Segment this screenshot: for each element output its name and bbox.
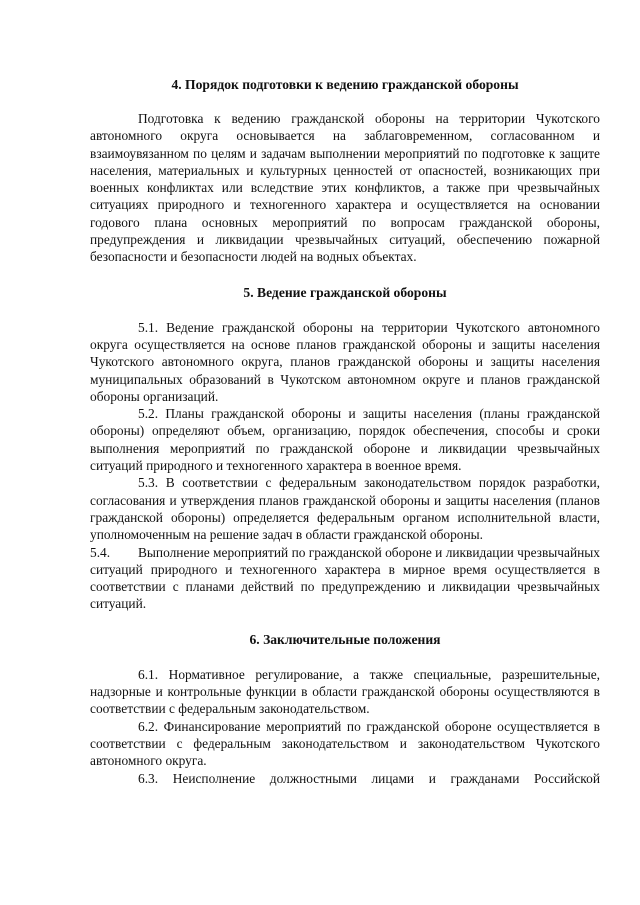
paragraph-5-1: 5.1. Ведение гражданской обороны на территории Чукотского автономного округа осуществляется на основе планов гражданской обороны и защиты населения Чукотского автономного округа, планов гражданской обороны и защиты населения муниципальных образований в Чукотском автономном округе и планов гражданской обороны организаций. (90, 319, 600, 404)
paragraph-5-2: 5.2. Планы гражданской обороны и защиты населения (планы гражданской обороны) определяют объем, организацию, порядок обеспечения, способы и сроки выполнения мероприятий по гражданской обороне и ликвидации чрезвычайных ситуаций природного и техногенного характера в военное время. (90, 406, 600, 474)
paragraph-5-4-number: 5.4. (90, 544, 111, 560)
section-4-heading: 4. Порядок подготовки к ведению гражданской обороны (171, 77, 519, 92)
paragraph-5-4-text: Выполнение мероприятий по гражданской обороне и ликвидации чрезвычайных ситуаций природного и техногенного характера в мирное время осуществляется в соответствии с планами действий по предупреждению и ликвидации чрезвычайных ситуаций. (90, 544, 600, 612)
paragraph-5-3: 5.3. В соответствии с федеральным законодательством порядок разработки, согласования и утверждения планов гражданской обороны и защиты населения (планов гражданской обороны) определяется федеральным органом исполнительной власти, уполномоченным на решение задач в области гражданской обороны. (90, 475, 600, 543)
paragraph-5-4 (90, 544, 600, 613)
paragraph-6-3: 6.3. Неисполнение должностными лицами и гражданами Российской (138, 770, 600, 786)
section-4-paragraph: Подготовка к ведению гражданской обороны на территории Чукотского автономного округа основывается на заблаговременном, согласованном и взаимоувязанном по целям и задачам выполнении мероприятий по подготовке к защите населения, материальных и культурных ценностей от опасностей, возникающих при военных конфликтах или вследствие этих конфликтов, а также при чрезвычайных ситуациях природного и техногенного характера и осуществляется на основании годового плана основных мероприятий по вопросам гражданской обороны, предупреждения и ликвидации чрезвычайных ситуаций, обеспечению пожарной безопасности и безопасности людей на водных объектах. (90, 111, 600, 265)
section-6-heading: 6. Заключительные положения (249, 631, 441, 647)
section-5-heading: 5. Ведение гражданской обороны (243, 284, 447, 300)
document-body (90, 76, 600, 787)
paragraph-6-1: 6.1. Нормативное регулирование, а также специальные, разрешительные, надзорные и контрольные функции в области гражданской обороны осуществляются в соответствии с федеральным законодательством. (90, 666, 600, 717)
paragraph-6-2: 6.2. Финансирование мероприятий по гражданской обороне осуществляется в соответствии с федеральным законодательством и законодательством Чукотского автономного округа. (90, 718, 600, 769)
